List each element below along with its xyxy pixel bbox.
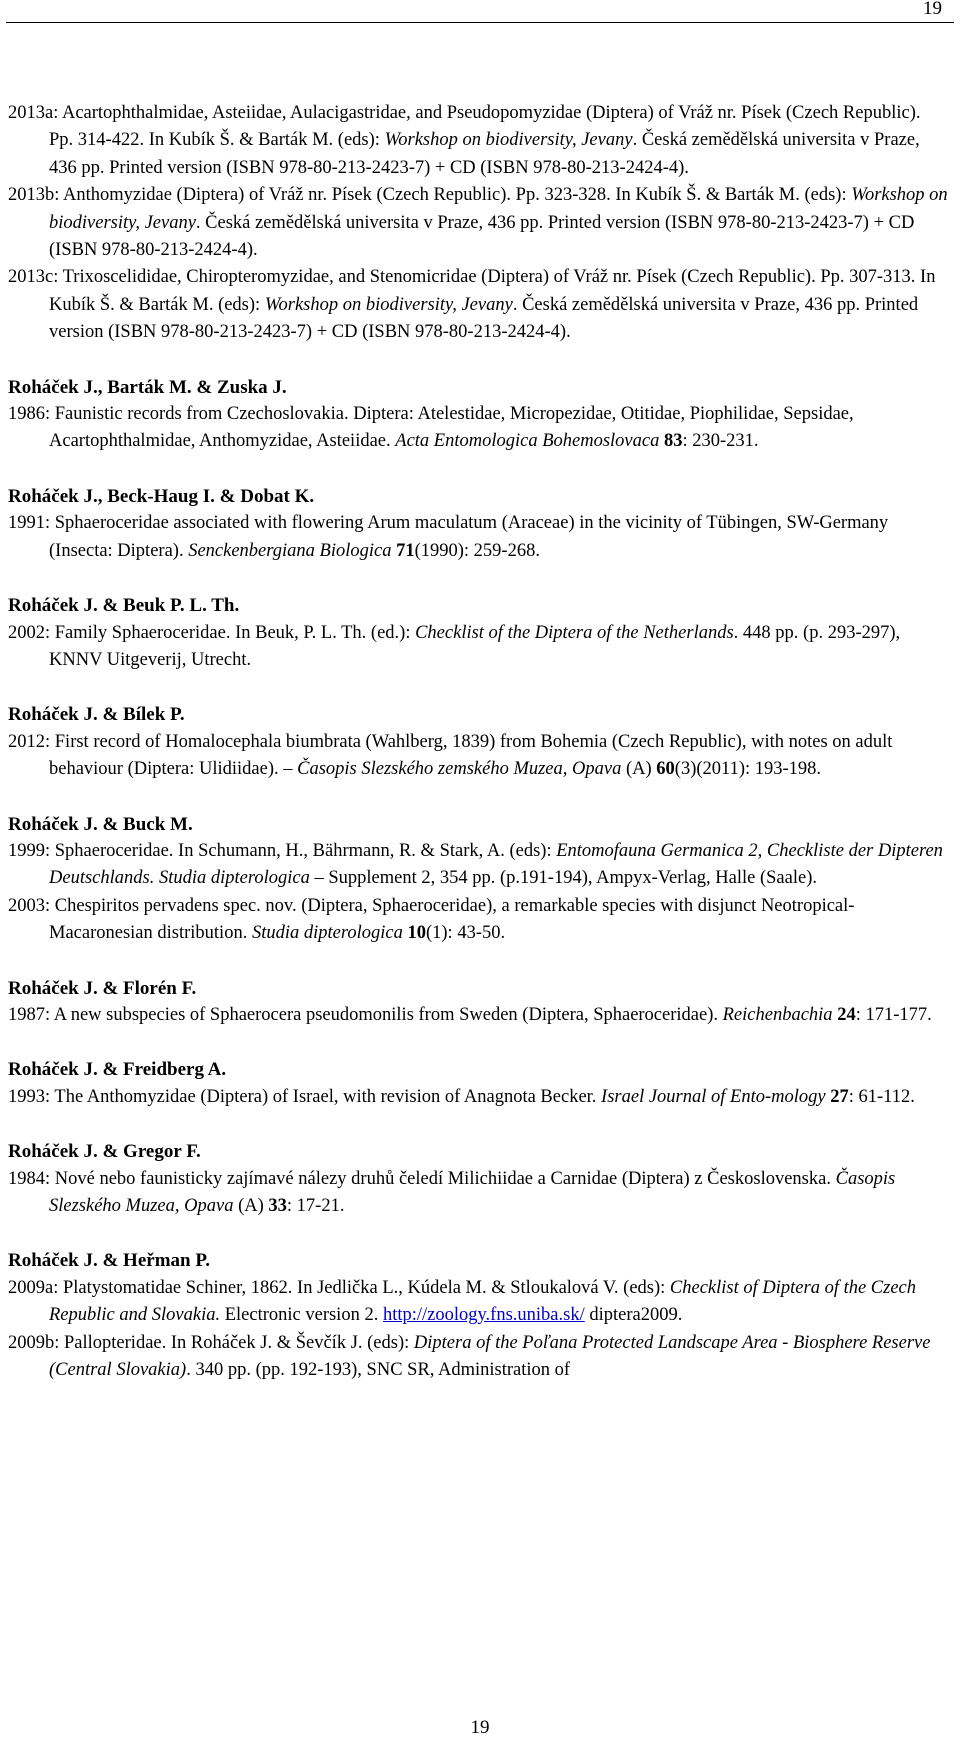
reference-entry [8,264,948,346]
reference-text: (3)(2011): 193-198. [674,759,822,780]
reference-text: 2013b: Anthomyzidae (Diptera) of Vráž nr. Písek (Czech Republic). Pp. 323-328. In Kubík Š. & Barták M. (eds): [8,185,852,206]
reference-volume: 71 [396,540,415,561]
reference-entry [8,1275,948,1330]
reference-entry [8,182,948,264]
reference-text: – Supplement 2, 354 pp. (p.191-194), Ampyx-Verlag, Halle (Saale). [309,868,817,889]
reference-title-italic: Reichenbachia [722,1004,833,1025]
page-number-top: 19 [923,0,942,19]
reference-volume: 60 [656,759,675,780]
reference-text: (A) [621,759,657,780]
reference-entry [8,620,948,675]
reference-text: 2013a: Acartophthalmidae, Asteiidae, Aulacigastridae, and Pseudopomyzidae (Diptera) of Vráž nr. Písek (Czech Republic). Pp. 314-422. In Kubík Š. & Barták M. (eds): [8,103,921,151]
author-heading: Roháček J. & Beuk P. L. Th. [8,595,240,617]
reference-entry [8,100,948,182]
author-heading: Roháček J., Beck-Haug I. & Dobat K. [8,485,315,507]
reference-title-italic: Senckenbergiana Biologica [188,540,392,561]
entry-spacer [8,948,948,975]
reference-text: . 340 pp. (pp. 192-193), SNC SR, Administration of [186,1360,571,1381]
entry-spacer [8,565,948,592]
reference-text: : 61-112. [848,1086,915,1107]
reference-text: (A) [233,1196,269,1216]
bibliography-list [8,100,948,1384]
reference-volume: 83 [663,431,683,452]
reference-text: : 230-231. [682,431,759,452]
reference-title-italic: Checklist of the Diptera of the Netherlands [415,622,734,643]
reference-text: : 171-177. [855,1004,932,1025]
reference-link[interactable]: http://zoology.fns.uniba.sk/ [382,1305,585,1326]
reference-entry [8,1084,948,1111]
author-heading: Roháček J. & Bílek P. [8,704,185,726]
entry-spacer [8,784,948,811]
author-heading: Roháček J., Barták M. & Zuska J. [8,376,287,398]
author-heading: Roháček J. & Freidberg A. [8,1059,227,1081]
reference-entry [8,838,948,893]
reference-text: Electronic version 2. [220,1305,383,1326]
header-rule [6,22,954,23]
reference-text: 1986: Faunistic records from Czechoslovakia. Diptera: Atelestidae, Micropezidae, Otitidae, Piophilidae, Sepsidae, Acartophthalmidae, Anthomyzidae, Asteiidae. [8,404,854,452]
reference-text: 1984: Nové nebo faunisticky zajímavé nálezy druhů čeledí Milichiidae a Carnidae (Diptera) z Československa. [8,1168,836,1189]
reference-entry [8,1002,948,1029]
entry-spacer [8,1220,948,1247]
reference-text: 2012: First record of Homalocephala biumbrata (Wahlberg, 1839) from Bohemia (Czech Republic), with notes on adult behaviour (Diptera: Ulidiidae). – [8,731,893,780]
reference-title-italic: Acta Entomologica Bohemoslovaca [395,431,660,452]
reference-text: 1987: A new subspecies of Sphaerocera pseudomonilis from Sweden (Diptera, Sphaeroceridae). [8,1004,723,1025]
reference-entry [8,401,948,456]
entry-spacer [8,347,948,374]
entry-spacer [8,456,948,483]
reference-title-italic: Workshop on biodiversity, Jevany [384,130,633,151]
reference-text: : 17-21. [286,1196,345,1216]
author-heading: Roháček J. & Gregor F. [8,1141,201,1163]
entry-spacer [8,1029,948,1056]
entry-spacer [8,1111,948,1138]
reference-text: 2009a: Platystomatidae Schiner, 1862. In Jedlička L., Kúdela M. & Stloukalová V. (eds): [8,1277,670,1298]
reference-title-italic: Workshop on biodiversity, Jevany [264,294,513,315]
reference-entry [8,1330,948,1385]
reference-volume: 10 [407,923,426,944]
reference-volume: 27 [830,1086,849,1107]
reference-volume: 33 [268,1196,287,1216]
reference-title-italic: Diptera of the Poľana Protected Landscape Area - Biosphere Reserve (Central Slovakia) [49,1332,931,1381]
reference-title-italic: Checklist of Diptera of the Czech Republic and Slovakia. [49,1277,917,1326]
reference-text: (1): 43-50. [425,923,506,944]
author-heading: Roháček J. & Buck M. [8,813,193,835]
reference-text: 1999: Sphaeroceridae. In Schumann, H., Bährmann, R. & Stark, A. (eds): [8,840,557,861]
reference-entry [8,729,948,784]
reference-title-italic: Israel Journal of Ento-mology [601,1086,826,1107]
reference-text: 2013c: Trixoscelididae, Chiropteromyzidae, and Stenomicridae (Diptera) of Vráž nr. Písek (Czech Republic). Pp. 307-313. In Kubík Š. & Barták M. (eds): [8,267,936,315]
reference-title-italic: Časopis Slezského zemského Muzea, Opava [297,759,622,780]
reference-title-italic: Studia dipterologica [251,923,403,944]
reference-volume: 24 [837,1004,856,1025]
reference-title-italic: Časopis Slezského Muzea, Opava [49,1168,896,1216]
reference-text: 2009b: Pallopteridae. In Roháček J. & Ševčík J. (eds): [8,1332,414,1353]
author-heading: Roháček J. & Florén F. [8,977,197,999]
reference-text: 2002: Family Sphaeroceridae. In Beuk, P. L. Th. (ed.): [8,622,416,643]
reference-text: . 448 pp. (p. 293-297), KNNV Uitgeverij, Utrecht. [49,622,901,670]
reference-text: . Česká zemědělská universita v Praze, 436 pp. Printed version (ISBN 978-80-213-2423-7) + CD (ISBN 978-80-213-2424-4). [49,130,920,178]
reference-title-italic: Entomofauna Germanica 2, Checkliste der Dipteren Deutschlands. Studia dipterologica [49,840,943,889]
entry-spacer [8,674,948,701]
reference-text: (1990): 259-268. [414,540,540,561]
reference-text: 1991: Sphaeroceridae associated with flowering Arum maculatum (Araceae) in the vicinity of Tübingen, SW-Germany (Insecta: Diptera). [8,513,889,561]
reference-text: diptera2009. [584,1305,683,1326]
reference-entry [8,1166,948,1221]
reference-title-italic: Workshop on biodiversity, Jevany [49,185,948,233]
reference-text: . Česká zemědělská universita v Praze, 436 pp. Printed version (ISBN 978-80-213-2423-7) + CD (ISBN 978-80-213-2424-4). [49,212,915,261]
reference-text: 2003: Chespiritos pervadens spec. nov. (Diptera, Sphaeroceridae), a remarkable species with disjunct Neotropical-Macaronesian distribution. [8,895,855,944]
reference-text: . Česká zemědělská universita v Praze, 436 pp. Printed version (ISBN 978-80-213-2423-7) + CD (ISBN 978-80-213-2424-4). [49,294,919,343]
reference-entry [8,893,948,948]
page-number-bottom: 19 [470,1717,490,1738]
reference-entry [8,510,948,565]
reference-text: 1993: The Anthomyzidae (Diptera) of Israel, with revision of Anagnota Becker. [8,1086,602,1107]
author-heading: Roháček J. & Heřman P. [8,1250,210,1272]
